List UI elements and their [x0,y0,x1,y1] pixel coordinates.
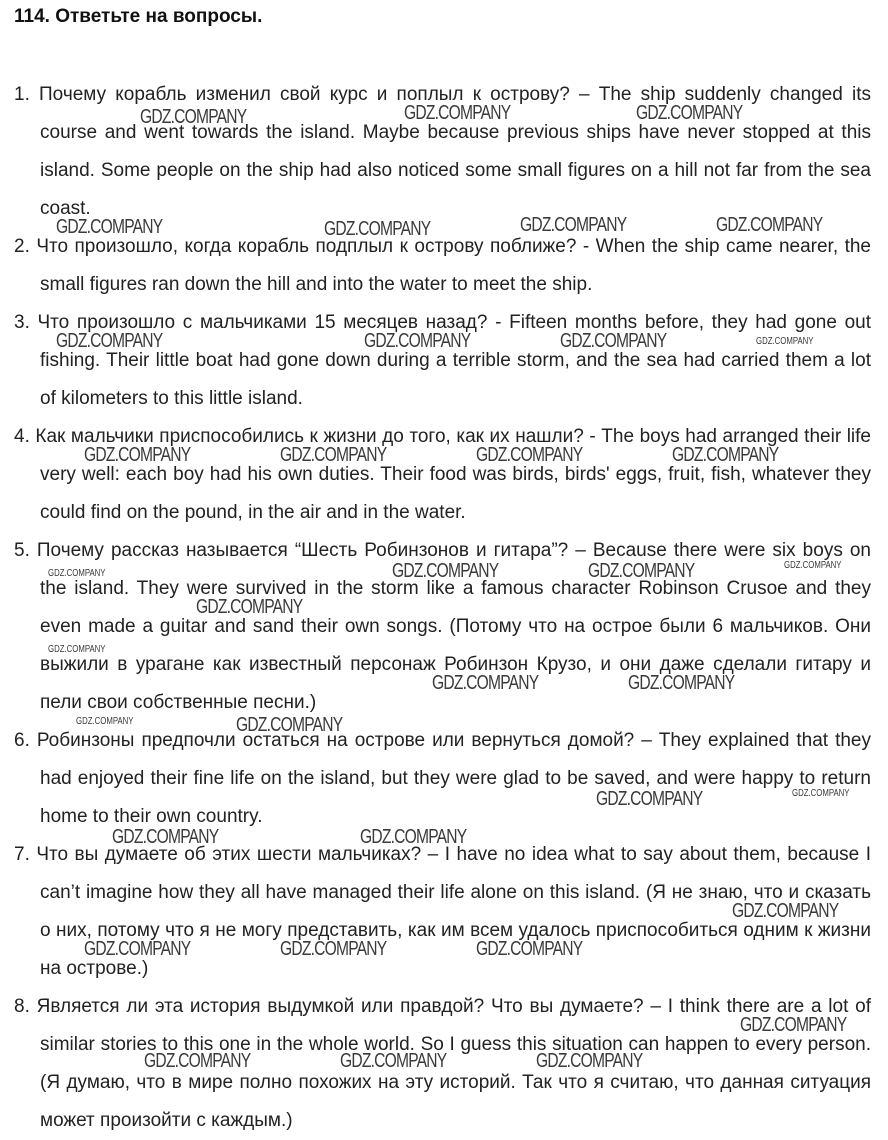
watermark: GDZ.COMPANY [432,672,539,694]
watermark: GDZ.COMPANY [280,938,387,960]
watermark: GDZ.COMPANY [404,102,511,124]
watermark: GDZ.COMPANY [196,596,303,618]
watermark: GDZ.COMPANY [784,560,842,571]
watermark: GDZ.COMPANY [76,716,134,727]
watermark: GDZ.COMPANY [324,218,431,240]
watermark: GDZ.COMPANY [536,1050,643,1072]
watermark: GDZ.COMPANY [596,788,703,810]
watermark: GDZ.COMPANY [520,214,627,236]
answer-item-5: 5. Почему рассказ называется “Шесть Робинзонов и гитара”? – Because there were six boys on the island. They were survived in the storm like a famous character Robinson Crusoe and they even made a guitar and sand their own songs. (Потому что на острое были 6 мальчиков. Они выжили в урагане как известный персонаж Робинзон Крузо, и они даже сделали гитару и пели свои собственные песни.) [14,540,871,713]
watermark: GDZ.COMPANY [236,714,343,736]
watermark: GDZ.COMPANY [84,938,191,960]
watermark: GDZ.COMPANY [792,788,850,799]
watermark: GDZ.COMPANY [48,568,106,579]
answer-item-2: 2. Что произошло, когда корабль подплыл к острову поближе? - When the ship came nearer, the small figures ran down the hill and into the water to meet the ship. [14,236,871,295]
watermark: GDZ.COMPANY [756,336,814,347]
watermark: GDZ.COMPANY [140,106,247,128]
watermark: GDZ.COMPANY [360,826,467,848]
watermark: GDZ.COMPANY [588,560,695,582]
watermark: GDZ.COMPANY [560,330,667,352]
answer-item-6: 6. Робинзоны предпочли остаться на острове или вернуться домой? – They explained that they had enjoyed their fine life on the island, but they were glad to be saved, and were happy to return home to their own country. [14,730,871,827]
watermark: GDZ.COMPANY [84,444,191,466]
answer-item-3: 3. Что произошло с мальчиками 15 месяцев назад? - Fifteen months before, they had gone out fishing. Their little boat had gone down during a terrible storm, and the sea had carried them a lot of kilometers to this little island. [14,312,871,409]
watermark: GDZ.COMPANY [56,216,163,238]
watermark: GDZ.COMPANY [280,444,387,466]
answer-item-7: 7. Что вы думаете об этих шести мальчиках? – I have no idea what to say about them, because I can’t imagine how they all have managed their life alone on this island. (Я не знаю, что и сказать о них, потому что я не могу представить, как им всем удалось приспособиться одним к жизни на острове.) [14,844,871,979]
watermark: GDZ.COMPANY [672,444,779,466]
answer-item-8: 8. Является ли эта история выдумкой или правдой? Что вы думаете? – I think there are a lot of similar stories to this one in the whole world. So I guess this situation can happen to every person. (Я думаю, что в мире полно похожих на эту историй. Так что я считаю, что данная ситуация может произойти с каждым.) [14,996,871,1131]
watermark: GDZ.COMPANY [392,560,499,582]
watermark: GDZ.COMPANY [340,1050,447,1072]
watermark: GDZ.COMPANY [476,444,583,466]
watermark: GDZ.COMPANY [56,330,163,352]
watermark: GDZ.COMPANY [628,672,735,694]
watermark: GDZ.COMPANY [364,330,471,352]
watermark: GDZ.COMPANY [48,644,106,655]
watermark: GDZ.COMPANY [112,826,219,848]
watermark: GDZ.COMPANY [740,1014,847,1036]
watermark: GDZ.COMPANY [636,102,743,124]
watermark: GDZ.COMPANY [144,1050,251,1072]
exercise-title: 114. Ответьте на вопросы. [14,6,263,27]
answer-item-4: 4. Как мальчики приспособились к жизни до того, как их нашли? - The boys had arranged their life very well: each boy had his own duties. Their food was birds, birds' eggs, fruit, fish, whatever they could find on the pound, in the air and in the water. [14,426,871,523]
answer-item-1: 1. Почему корабль изменил свой курс и поплыл к острову? – The ship suddenly changed its course and went towards the island. Maybe because previous ships have never stopped at this island. Some people on the ship had also noticed some small figures on a hill not far from the sea coast. [14,84,871,219]
watermark: GDZ.COMPANY [732,900,839,922]
watermark: GDZ.COMPANY [476,938,583,960]
watermark: GDZ.COMPANY [716,214,823,236]
